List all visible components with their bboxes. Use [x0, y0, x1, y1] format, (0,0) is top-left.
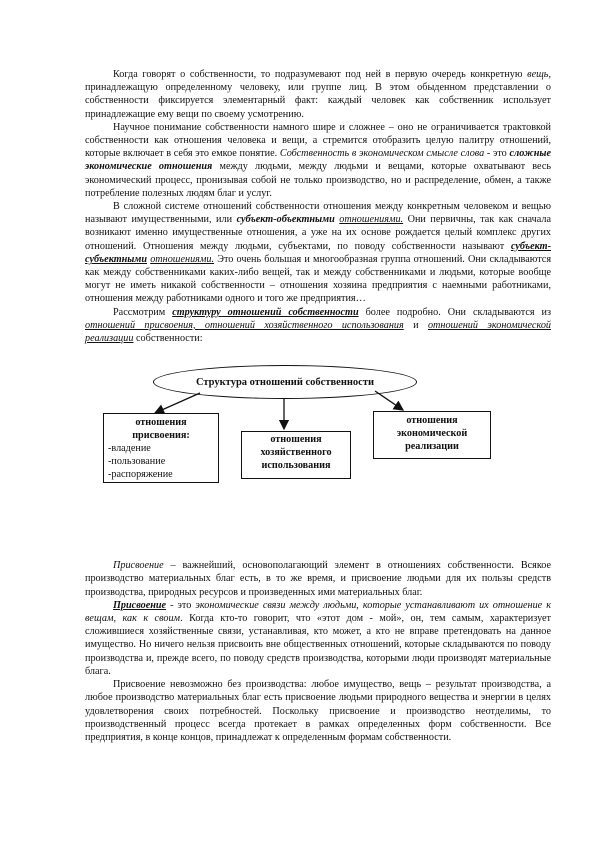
appropriation-box: [103, 413, 219, 483]
text: принадлежащую определенному человеку, или группе лиц. В этом обыденном представлении о собственности фиксируется элементарный факт: каждый человек как собственник использует принадлежащие ему вещи по своему усмотрению.: [85, 82, 551, 120]
box-heading: присвоения:: [132, 430, 190, 442]
term-bold-italic: сложные экономические отношения: [85, 148, 551, 173]
text: Они первичны, так как сначала возникают именно имущественные отношения, а уже на их основе рождается целый комплекс других отношений. Отношения между людьми, субъектами, по поводу собственности называют: [85, 214, 551, 252]
definition-italic: экономические связи между людьми, которые устанавливают их отношение к вещам, как к своим: [85, 599, 551, 625]
term-underlined: отношений присвоения, отношений хозяйственного использования: [85, 319, 404, 331]
text: между людьми, между людьми и вещами, которые охватывают весь экономический процесс, пронизывая собой не только производство, но и распределение, обмен, а также потребление полезных людям благ и услуг.: [85, 161, 551, 199]
term-italic: Собственность в экономическом смысле слова: [279, 148, 485, 160]
text: Присвоение невозможно без производства: любое имущество, вещь – результат производства, а любое производство материальных благ есть присвоение людьми природного вещества и энергии в целях удовлетворения своих потребностей. Поскольку присвоение и производство неотделимы, то производственный процесс всегда протекает в рамках определенных форм собственности. Все предприятия, в конце концов, принадлежат к определенным формам собственности.: [85, 679, 551, 743]
paragraph-2: [85, 121, 551, 200]
paragraph-7: [85, 678, 551, 744]
text: Научное понимание собственности намного шире и сложнее – оно не ограничивается трактовкой собственности как отношения человека и вещи, а стремится отобразить целую палитру отношений, которые включает в себя это емкое понятие.: [85, 121, 551, 160]
text: - это: [484, 148, 510, 160]
box-line: отношения: [270, 434, 322, 446]
structure-diagram: [85, 359, 551, 559]
list-item: -распоряжение: [108, 469, 173, 481]
term-bold-italic: субъект-субъектными: [85, 240, 551, 265]
paragraph-5: [85, 559, 551, 599]
paragraph-1: [85, 68, 551, 121]
economic-realization-box: [373, 411, 491, 459]
box-heading: отношения: [135, 417, 187, 429]
box-line: отношения: [406, 415, 458, 427]
list-item: -пользование: [108, 456, 166, 468]
term-italic: Присвоение: [113, 560, 164, 572]
text: – важнейший, основополагающий элемент в отношениях собственности. Всякое производство материальных благ есть, в то же время, и присвоение людьми для их пользы средств производства, природных ресурсов и произведенных ими материальных благ.: [85, 560, 551, 598]
diagram-title: Структура отношений собственности: [195, 376, 375, 388]
text: Это очень большая и многообразная группа отношений. Они складываются как между собственниками каких-либо вещей, так и между собственниками и людьми, которые вообще могут не иметь никакой собственности – отношения хозяина предприятия с наемными работниками, отношения между работниками одного и того же предприятия…: [85, 253, 552, 305]
text-italic: вещь,: [527, 69, 551, 80]
text: собственности:: [133, 333, 203, 345]
term-bold-italic: структуру отношений собственности: [172, 306, 359, 318]
box-line: использования: [261, 460, 331, 472]
paragraph-4: [85, 306, 551, 346]
arrow-to-economic-realization: [375, 391, 403, 410]
paragraph-3: [85, 200, 551, 306]
term-bold-italic: субъект-объектными: [236, 214, 335, 226]
economic-use-box: [241, 431, 351, 479]
term-underlined: отношениями.: [339, 214, 404, 226]
text: и: [403, 319, 428, 331]
term-bold-italic: Присвоение: [113, 599, 167, 611]
paragraph-6: [85, 599, 551, 678]
text: Когда говорят о собственности, то подразумевают под ней в первую очередь конкретную: [113, 69, 528, 80]
list-item: -владение: [108, 443, 151, 455]
box-line: экономической: [396, 428, 468, 440]
text: В сложной системе отношений собственности отношения между конкретным человеком и вещью называют имущественными, или: [85, 201, 551, 226]
text: Рассмотрим: [113, 306, 173, 318]
document-page: [85, 68, 551, 744]
term-underlined: отношениями.: [150, 253, 215, 265]
text: . Когда кто-то говорит, что «этот дом - мой», он, тем самым, характеризует сложившиеся хозяйственные связи, устанавливая, кто может, а кто не вправе претендовать на данное имущество. Но ничего нельзя присвоить вне общественных отношений, которые складываются по поводу производства и, прежде всего, по поводу средств производства, которыми люди производят материальные блага.: [85, 613, 552, 677]
text: более подробно. Они складываются из: [358, 306, 551, 318]
text: - это: [166, 599, 196, 611]
box-line: реализации: [405, 441, 459, 453]
box-line: хозяйственного: [260, 447, 332, 459]
term-underlined: отношений экономической реализации: [85, 319, 552, 345]
arrow-to-appropriation: [155, 393, 200, 413]
